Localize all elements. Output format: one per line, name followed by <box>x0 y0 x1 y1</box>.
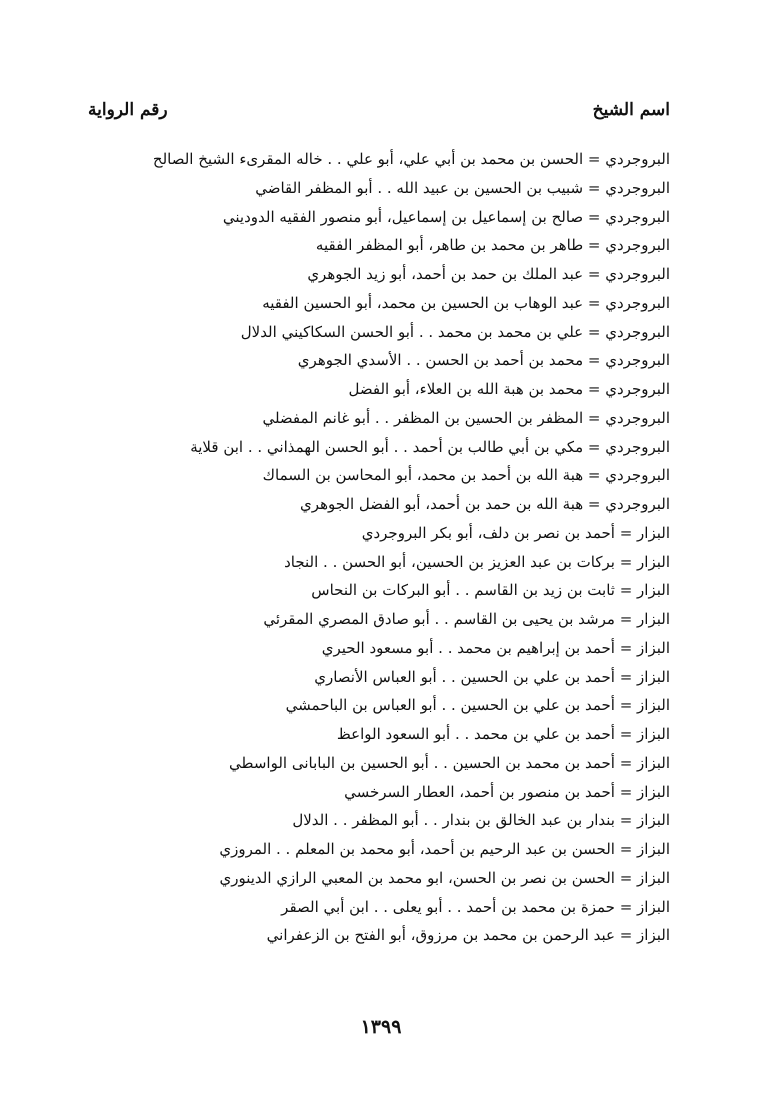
sheikh-entry: البزاز = حمزة بن محمد بن أحمد . . أبو يعلى . . ابن أبي الصقر <box>281 897 670 916</box>
sheikh-entry: البزاز = الحسن بن نصر بن الحسن، ابو محمد بن المعبي الرازي الدينوري <box>219 868 670 887</box>
sheikh-entry: البزاز = الحسن بن عبد الرحيم بن أحمد، أبو محمد بن المعلم . . المروزي <box>219 840 670 858</box>
sheikh-entry: البروجردي = صالح بن إسماعيل بن إسماعيل، أبو منصور الفقيه الدوديني <box>222 207 670 226</box>
sheikh-entry: البروجردي = علي بن محمد بن محمد . . أبو الحسن السكاكيني الدلال <box>240 322 670 341</box>
sheikh-name-heading: اسم الشيخ <box>592 100 670 120</box>
sheikh-entry: البزاز = أحمد بن منصور بن أحمد، العطار السرخسي <box>344 782 670 801</box>
sheikh-entry: البزاز = أحمد بن علي بن محمد . . أبو السعود الواعظ <box>336 725 670 743</box>
page-number: ١٣٩٩ <box>360 1016 402 1038</box>
sheikh-entry: البزار = مرشد بن يحيى بن القاسم . . أبو صادق المصري المقرئي <box>263 610 670 628</box>
sheikh-entry: البزار = ثابت بن زيد بن القاسم . . أبو البركات بن النحاس <box>311 581 670 600</box>
sheikh-entry: البروجردي = هبة الله بن أحمد بن محمد، أبو المحاسن بن السماك <box>262 466 670 485</box>
sheikh-entry: البروجردي = عبد الملك بن حمد بن أحمد، أبو زيد الجوهري <box>307 265 670 283</box>
sheikh-entry-list <box>150 145 670 950</box>
sheikh-entry: البزاز = أحمد بن علي بن الحسين . . أبو العباس الأنصاري <box>314 667 670 686</box>
sheikh-entry: البزاز = أحمد بن محمد بن الحسين . . أبو الحسين بن البابانى الواسطي <box>229 753 670 772</box>
sheikh-entry: البزار = أحمد بن نصر بن دلف، أبو بكر البروجردي <box>361 523 670 542</box>
sheikh-entry: البروجردي = محمد بن هبة الله بن العلاء، أبو الفضل <box>348 380 670 398</box>
narration-number-heading: رقم الرواية <box>88 100 168 120</box>
sheikh-entry: البزاز = بندار بن عبد الخالق بن بندار . . أبو المظفر . . الدلال <box>292 811 670 830</box>
column-header <box>88 94 670 126</box>
sheikh-entry: البزاز = عبد الرحمن بن محمد بن مرزوق، أبو الفتح بن الزعفراني <box>266 926 670 945</box>
sheikh-entry: البروجردي = الحسن بن محمد بن أبي علي، أبو علي . . خاله المقرىء الشيخ الصالح <box>152 150 670 168</box>
sheikh-entry: البزار = بركات بن عبد العزيز بن الحسين، أبو الحسن . . النجاد <box>284 552 670 571</box>
sheikh-entry: البروجردي = مكي بن أبي طالب بن أحمد . . أبو الحسن الهمذاني . . ابن قلاية <box>190 437 670 456</box>
sheikh-entry: البروجردي = شبيب بن الحسين بن عبيد الله . . أبو المظفر القاضي <box>255 178 670 197</box>
sheikh-entry: البروجردي = طاهر بن محمد بن طاهر، أبو المظفر الفقيه <box>315 236 670 255</box>
sheikh-entry: البروجردي = المظفر بن الحسين بن المظفر . . أبو غانم المفضلي <box>262 408 670 427</box>
sheikh-entry: البروجردي = عبد الوهاب بن الحسين بن محمد، أبو الحسين الفقيه <box>262 293 670 312</box>
sheikh-entry: البروجردي = هبة الله بن حمد بن أحمد، أبو الفضل الجوهري <box>300 495 670 513</box>
sheikh-entry: البروجردي = محمد بن أحمد بن الحسن . . الأسدي الجوهري <box>297 351 670 370</box>
sheikh-entry: البزاز = أحمد بن إبراهيم بن محمد . . أبو مسعود الحيري <box>321 638 670 657</box>
sheikh-entry: البزاز = أحمد بن علي بن الحسين . . أبو العباس بن الباحمشي <box>285 696 670 715</box>
